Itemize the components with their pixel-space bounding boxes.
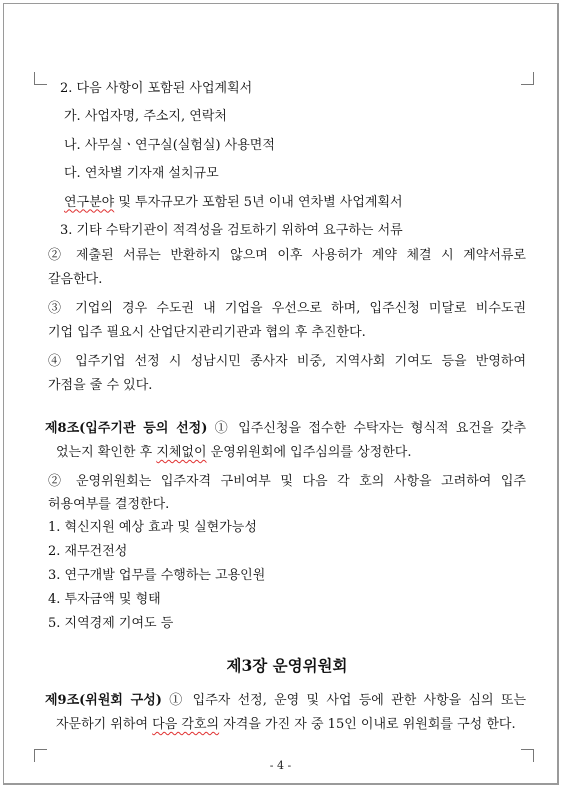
article-heading: 제8조(입주기관 등의 선정) [45, 421, 208, 436]
paragraph-line: 기업 입주 필요시 산업단지관리기관과 협의 후 추진한다. [48, 325, 366, 340]
list-item: 5. 지역경제 기여도 등 [48, 616, 174, 631]
article-8 [45, 420, 526, 462]
paragraph-line: ② 운영위원회는 입주자격 구비여부 및 다음 각 호의 사항을 고려하여 입주 [48, 474, 526, 489]
article-line: 제9조(위원회 구성) ① 입주자 선정, 운영 및 사업 등에 관한 사항을 심의 또는 [45, 693, 527, 708]
paragraph-line: 가점을 줄 수 있다. [48, 378, 153, 393]
paragraph-4 [48, 353, 526, 395]
list-item: 3. 기타 수탁기관이 적격성을 검토하기 위하여 요구하는 서류 [60, 222, 403, 238]
paragraph-line: ③ 기업의 경우 수도권 내 기업을 우선으로 하며, 입주신청 미달로 비수도권 [48, 301, 526, 316]
article-line: 자문하기 위하여 다음 각호의 자격을 가진 자 중 15인 이내로 위원회를 구성 한다. [56, 717, 516, 732]
list-item: 다. 연차별 기자재 설치규모 [64, 166, 219, 182]
list-item: 2. 다음 사항이 포함된 사업계획서 [60, 81, 253, 96]
article-9 [45, 692, 527, 734]
list-item: 나. 사무실ㆍ연구실(실험실) 사용면적 [64, 137, 275, 153]
document-body [45, 80, 527, 734]
article-8-paragraph-2 [48, 473, 526, 514]
list-item: 4. 투자금액 및 형태 [48, 592, 161, 607]
required-documents-list [48, 80, 526, 240]
list-item: 2. 재무건전성 [48, 544, 128, 559]
page-number: - 4 - [269, 759, 292, 772]
list-item: 가. 사업자명, 주소지, 연락처 [64, 109, 227, 125]
list-item: 연구분야 및 투자규모가 포함된 5년 이내 연차별 사업계획서 [64, 194, 403, 210]
paragraph-line: ④ 입주기업 선정 시 성남시민 종사자 비중, 지역사회 기여도 등을 반영하여 [48, 354, 526, 369]
paragraph-3 [48, 300, 526, 342]
chapter-title: 제3장 운영위원회 [226, 656, 348, 675]
article-line: 었는지 확인한 후 지체없이 운영위원회에 입주심의를 상정한다. [56, 445, 412, 460]
article-line: 제8조(입주기관 등의 선정) ① 입주신청을 접수한 수탁자는 형식적 요건을 갖추 [45, 421, 526, 436]
consideration-list [48, 519, 526, 633]
paragraph-line: 갈음한다. [48, 272, 103, 287]
paragraph-2 [48, 247, 526, 289]
list-item: 1. 혁신지원 예상 효과 및 실현가능성 [48, 520, 257, 535]
document-page [3, 3, 559, 785]
margin-corner-mark [34, 72, 47, 85]
paragraph-line: 허용여부를 결정한다. [48, 497, 170, 512]
article-heading: 제9조(위원회 구성) [45, 693, 162, 708]
paragraph-line: ② 제출된 서류는 반환하지 않으며 이후 사용허가 계약 체결 시 계약서류로 [48, 248, 526, 263]
list-item: 3. 연구개발 업무를 수행하는 고용인원 [48, 568, 266, 583]
